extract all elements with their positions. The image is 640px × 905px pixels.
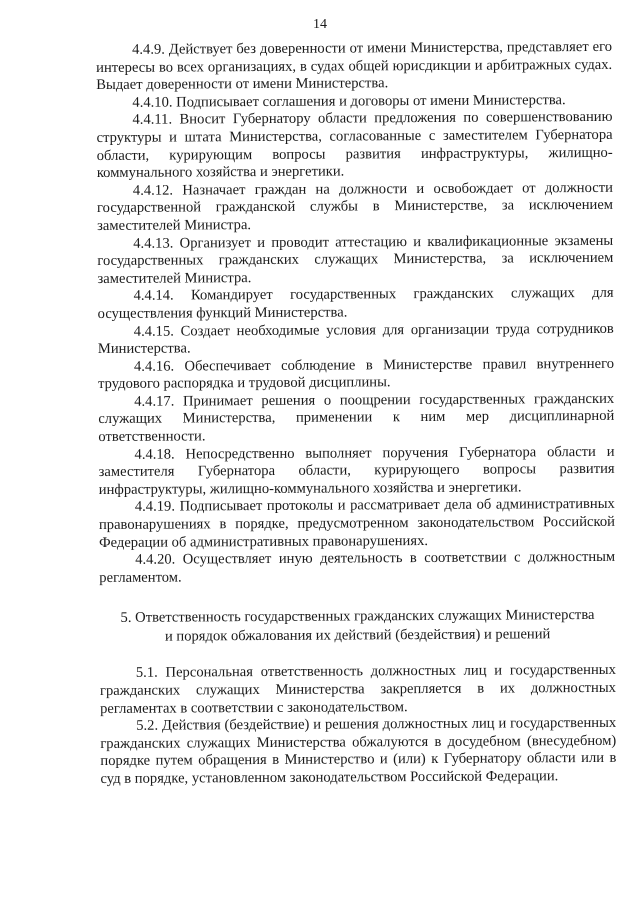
clause-4-4-14: 4.4.14. Командирует государственных гражданских служащих для осуществления функций Министерства. bbox=[97, 285, 614, 322]
clause-4-4-16: 4.4.16. Обеспечивает соблюдение в Министерстве правил внутреннего трудового распорядка и трудовой дисциплины. bbox=[98, 355, 615, 393]
clause-4-4-15: 4.4.15. Создает необходимые условия для организации труда сотрудников Министерства. bbox=[97, 320, 614, 358]
clause-5-1: 5.1. Персональная ответственность должностных лиц и государственных гражданских служащих Министерства закрепляется в их должностных регламентах в соответствии с законодательством. bbox=[99, 662, 617, 717]
clause-4-4-17: 4.4.17. Принимает решения о поощрении государственных гражданских служащих Министерства, применении к ним мер дисциплинарной ответственности. bbox=[98, 390, 615, 446]
clause-4-4-12: 4.4.12. Назначает граждан на должности и освобождает от должности государственной гражданской службы в Министерстве, за исключением заместителей Министра. bbox=[96, 179, 614, 234]
clause-4-4-10: 4.4.10. Подписывает соглашения и договоры от имени Министерства. bbox=[132, 91, 566, 111]
clause-4-4-19: 4.4.19. Подписывает протоколы и рассматривает дела об административных правонарушениях в порядке, предусмотренном законодательством Российской Федерации об административных правонарушениях. bbox=[98, 496, 615, 551]
clause-4-4-13: 4.4.13. Организует и проводит аттестацию и квалификационные экзамены государственных гражданских служащих Министерства, за исключением заместителей Министра. bbox=[97, 232, 614, 287]
clause-4-4-9: 4.4.9. Действует без доверенности от имени Министерства, представляет его интересы во всех организациях, в судах общей юрисдикции и арбитражных судах. Выдает доверенности от имени Министерства. bbox=[96, 38, 613, 94]
page-number: 14 bbox=[313, 17, 327, 32]
section-5-heading-line1: 5. Ответственность государственных гражданских служащих Министерства bbox=[120, 607, 595, 627]
section-5-heading bbox=[99, 606, 615, 647]
section-5-heading-line2: и порядок обжалования их действий (бездействия) и решений bbox=[164, 626, 551, 645]
clause-4-4-20: 4.4.20. Осуществляет иную деятельность в соответствии с должностным регламентом. bbox=[99, 549, 616, 586]
document-body bbox=[96, 39, 617, 789]
clause-5-2: 5.2. Действия (бездействие) и решения должностных лиц и государственных гражданских служащих Министерства обжалуются в досудебном (внесудебном) порядке путем обращения в Министерство и (или) к Губернатору области или в суд в порядке, установленном законодательством Российской Федерации. bbox=[100, 715, 617, 787]
clause-4-4-18: 4.4.18. Непосредственно выполняет поручения Губернатора области и заместителя Губернатора области, курирующего вопросы развития инфраструктуры, жилищно-коммунального хозяйства и энергетики. bbox=[98, 443, 615, 498]
clause-4-4-11: 4.4.11. Вносит Губернатору области предложения по совершенствованию структуры и штата Министерства, согласованные с заместителем Губернатора области, курирующим вопросы развития инфраструктуры, жилищно-коммунального хозяйства и энергетики. bbox=[96, 109, 613, 182]
